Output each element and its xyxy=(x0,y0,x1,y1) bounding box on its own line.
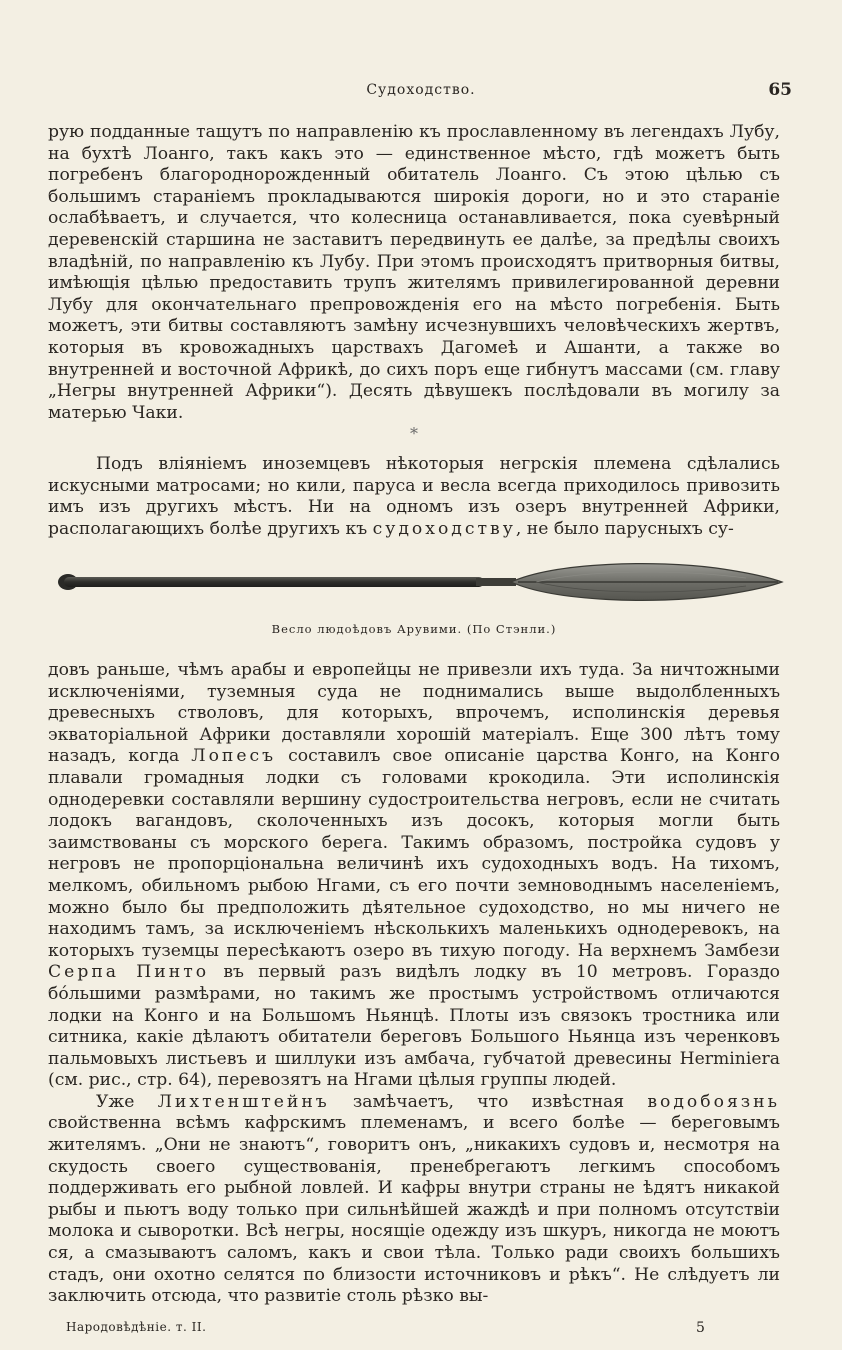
paddle-illustration-icon xyxy=(56,560,786,604)
text-run: Подъ вліяніемъ иноземцевъ нѣкоторыя негрскія племена сдѣлались искусными матросами; но кили, паруса и весла всегда приходилось привозить имъ изъ другихъ мѣстъ. Ни на одномъ изъ озеръ внутренней Африки, располагающихъ болѣе другихъ къ xyxy=(48,454,780,539)
section-separator: * xyxy=(410,424,418,443)
text-run: составилъ свое описаніе царства Конго, на Конго плавали громадныя лодки съ головами крокодила. Эти исполинскія однодеревки составляли вершину судостроительства негровъ, если не считать лодокъ вагандовъ, сколоченныхъ изъ досокъ, которыя могли быть заимствованы съ морского берега. Такимъ образомъ, постройка судовъ у негровъ не пропорціональна величинѣ ихъ судоходныхъ водъ. На тихомъ, мелкомъ, обильномъ рыбою Нгами, съ его почти земноводнымъ населеніемъ, можно было бы предположить дѣятельное судоходство, но мы ничего не находимъ тамъ, за исключеніемъ нѣсколькихъ маленькихъ однодеревокъ, на которыхъ туземцы пересѣкаютъ озеро въ тихую погоду. На верхнемъ Замбези xyxy=(48,746,780,961)
text-block-3 xyxy=(48,660,780,1308)
figure-caption: Весло людоѣдовъ Арувими. (По Стэнли.) xyxy=(271,622,557,636)
text-run: , не было парусныхъ су- xyxy=(515,518,734,539)
paragraph-navigation xyxy=(48,454,780,540)
spaced-name-lopes: Лопесъ xyxy=(191,746,277,767)
text-run: довъ раньше, чѣмъ арабы и европейцы не привезли ихъ туда. За ничтожными исключеніями, туземныя суда не поднимались выше выдолбленныхъ древесныхъ стволовъ, для которыхъ, впрочемъ, исполинскія деревья экваторіальной Африки доставляли хорошій матеріалъ. Еще 300 лѣтъ тому назадъ, когда xyxy=(48,660,780,767)
paragraph-boats xyxy=(48,660,780,1092)
text-run: въ первый разъ видѣлъ лодку въ 10 метровъ. Гораздо бóльшими размѣрами, но такимъ же простымъ устройствомъ отличаются лодки на Конго и на Большомъ Ньянцѣ. Плоты изъ связокъ тростника или ситника, какіе дѣлаютъ обитатели береговъ Большого Ньянца изъ черенковъ пальмовыхъ листьевъ и шиллуки изъ амбача, губчатой древесины Herminiera (см. рис., стр. 64), перевозятъ на Нгами цѣлыя группы людей. xyxy=(48,962,780,1091)
text-run: Уже xyxy=(96,1091,158,1112)
running-head xyxy=(50,78,792,104)
paddle-figure xyxy=(56,560,786,604)
book-signature: Народовѣдѣніе. т. II. xyxy=(66,1320,207,1334)
text-block-2 xyxy=(48,454,780,540)
page-number: 65 xyxy=(768,80,792,100)
paragraph-funeral: рую подданные тащутъ по направленію къ прославленному въ легендахъ Лубу, на бухтѣ Лоанго, такъ какъ это — единственное мѣсто, гдѣ можетъ быть погребенъ благороднорожденный обитатель Лоанго. Съ этою цѣлью съ большимъ стараніемъ прокладываются широкія дороги, но и это стараніе ослабѣваетъ, и случается, что колесница останавливается, пока суевѣрный деревенскій старшина не заставитъ передвинуть ее далѣе, за предѣлы своихъ владѣній, по направленію къ Лубу. При этомъ происходятъ притворныя битвы, имѣющія цѣлью предоставить трупъ жителямъ привилегированной деревни Лубу для окончательнаго препровожденія его на мѣсто погребенія. Быть можетъ, эти битвы составляютъ замѣну исчезнувшихъ человѣческихъ жертвъ, которыя въ кровожадныхъ царствахъ Дагомеѣ и Ашанти, а также во внутренней и восточной Африкѣ, до сихъ поръ еще гибнутъ массами (см. главу „Негры внутренней Африки“). Десять дѣвушекъ послѣдовали въ могилу за матерью Чаки. xyxy=(48,122,780,423)
page-title: Судоходство. xyxy=(366,82,476,98)
page-footer xyxy=(66,1320,716,1340)
spaced-word: судоходству xyxy=(372,518,516,539)
paragraph-kaffirs xyxy=(48,1092,780,1308)
spaced-word-hydrophobia: водобоязнь xyxy=(647,1091,780,1112)
text-block-1 xyxy=(48,122,780,424)
spaced-name-serpa-pinto: Серпа Пинто xyxy=(48,962,210,983)
spaced-name-lichtenstein: Лихтенштейнъ xyxy=(157,1091,330,1112)
text-run: свойственна всѣмъ кафрскимъ племенамъ, и всего болѣе — береговымъ жителямъ. „Они не знаютъ“, говоритъ онъ, „никакихъ судовъ и, несмотря на скудость своего существованія, пренебрегаютъ легкимъ способомъ поддерживать его рыбной ловлей. И кафры внутри страны не ѣдятъ никакой рыбы и пьютъ воду только при сильнѣйшей жаждѣ и при полномъ отсутствіи молока и сыворотки. Всѣ негры, носящіе одежду изъ шкуръ, никогда не моютъ ся, а смазываютъ саломъ, какъ и свои тѣла. Только ради своихъ большихъ стадъ, они охотно селятся по близости источниковъ и рѣкъ“. Не слѣдуетъ ли заключить отсюда, что развитіе столь рѣзко вы- xyxy=(48,1113,780,1307)
sheet-number: 5 xyxy=(696,1320,705,1336)
text-run: замѣчаетъ, что извѣстная xyxy=(329,1091,648,1112)
